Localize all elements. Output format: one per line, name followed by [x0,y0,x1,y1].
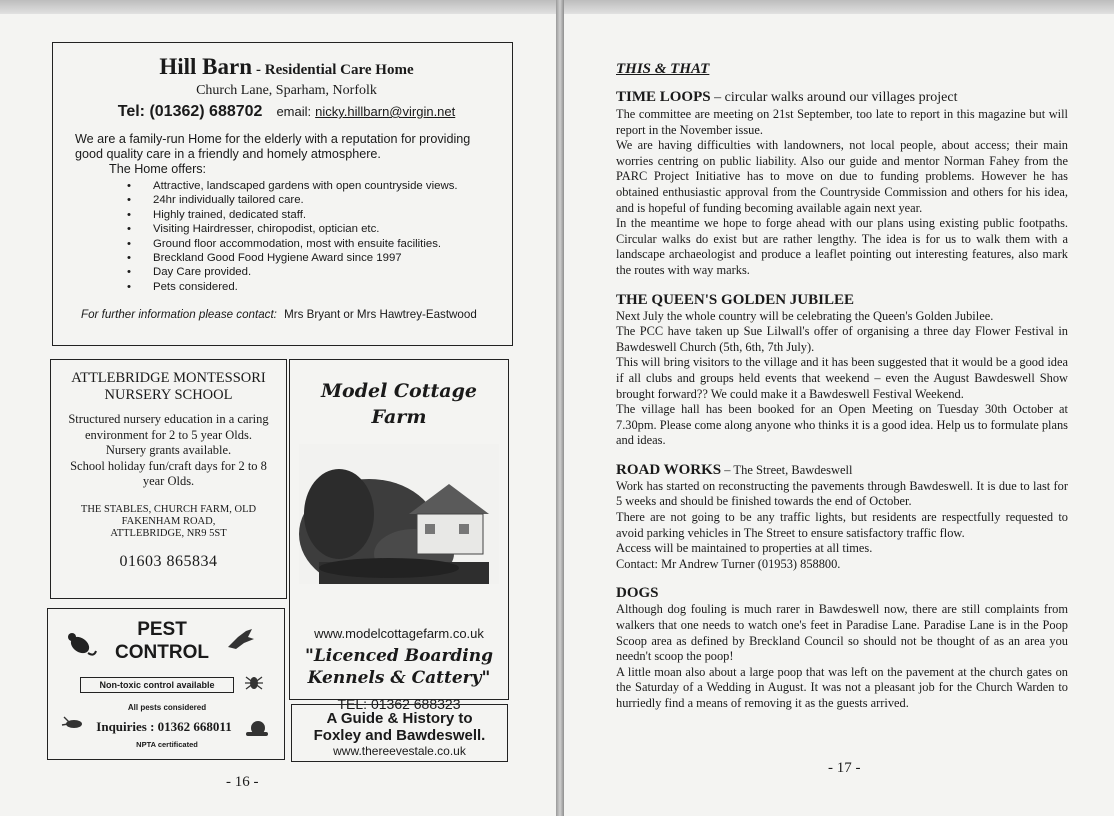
roadworks-title: ROAD WORKS [616,461,722,478]
contact-label: For further information please contact: [81,308,277,322]
guide-title-1: A Guide & History to [326,710,473,727]
hill-barn-ad [52,42,513,346]
list-item: • Ground floor accommodation, most with ensuite facilities. [153,237,498,251]
montessori-address-1: THE STABLES, CHURCH FARM, OLD [80,503,257,515]
farm-website[interactable]: www.modelcottagefarm.co.uk [314,626,484,641]
page-number-17: - 17 - [828,760,861,776]
pest-title-1: PEST [137,619,187,640]
dogs-p2: A little moan also about a large poop that was left on the pavement at the church gates on the Saturday of a Wedding in August. It was not a pleasant job for the Church Warden to hurriedly find a means of removing it as the guests arrived. [616,664,1068,710]
time-loops-p1: The committee are meeting on 21st September, too late to report in this magazine but will report in the November issue. [616,107,1068,137]
time-loops-heading [616,88,1068,107]
left-page [0,14,556,816]
montessori-grants: Nursery grants available. [105,443,232,457]
guide-ad [291,704,508,762]
farm-slogan-1: "Licenced Boarding [304,646,494,666]
farm-name: Model Cottage Farm [321,380,477,428]
farm-slogan-2: Kennels & Cattery" [307,668,491,688]
model-cottage-farm-ad [289,359,509,712]
page-number-16: - 16 - [226,774,259,790]
dogs-p1: Although dog fouling is much rarer in Bawdeswell now, there are still complaints from walkers that one needs to watch one's feet in Paradise Lane. Paradise Lane is in the Poop Scoop area as defined by Breckland Council so should not be thought of as an area you needn't scoop the poop! [616,602,1068,664]
pest-nontoxic-banner: Non-toxic control available [80,677,234,693]
pest-all-pests: All pests considered [127,703,207,712]
jubilee-p1: Next July the whole country will be celebrating the Queen's Golden Jubilee. [616,308,994,323]
montessori-title-1: ATTLEBRIDGE MONTESSORI [71,370,266,386]
insect-icon [244,673,264,693]
montessori-title-2: NURSERY SCHOOL [104,387,233,403]
list-item: • Attractive, landscaped gardens with open countryside views. [153,179,498,193]
section-title: THIS & THAT [616,61,710,77]
snail-icon [244,719,270,737]
pest-inquiries: Inquiries : 01362 668011 [96,719,232,734]
hill-barn-intro: We are a family-run Home for the elderly with a reputation for providing good quality care in a friendly and homely atmosphere. [75,132,471,161]
list-item: • Highly trained, dedicated staff. [153,208,498,222]
right-page [564,14,1114,816]
roadworks-p4: Contact: Mr Andrew Turner (01953) 858800. [616,556,841,571]
list-item: • Day Care provided. [153,265,498,279]
montessori-holiday: School holiday fun/craft days for 2 to 8 year Olds. [70,458,267,488]
contact-names: Mrs Bryant or Mrs Hawtrey-Eastwood [284,308,477,322]
pest-title-2: CONTROL [115,642,209,663]
hill-barn-address: Church Lane, Sparham, Norfolk [196,83,377,98]
roadworks-p1: Work has started on reconstructing the pavements through Bawdeswell. It is due to last for 5 weeks and should be finished towards the end of October. [616,478,1068,509]
list-item: • Breckland Good Food Hygiene Award since 1997 [153,251,498,265]
hill-barn-email-label: email: [276,104,312,119]
hill-barn-name: Hill Barn [159,54,253,79]
time-loops-p3: In the meantime we hope to forge ahead with our plans using existing public footpaths. Circular walks do exist but are rather lengthy. The idea is for us to walk them with a landscape archaeologist and produce a leaflet pointing out interesting features, also mark the routes with way marks. [616,216,1068,277]
montessori-address-3: ATTLEBRIDGE, NR9 5ST [110,527,227,539]
pest-npta: NPTA certificated [136,740,198,749]
book-gutter [556,0,564,816]
farm-cottage-photo [299,444,499,584]
farm-tel: TEL: 01362 688323 [337,696,461,712]
list-item: • Visiting Hairdresser, chiropodist, optician etc. [153,222,498,236]
montessori-address-2: FAKENHAM ROAD, [121,515,216,527]
hill-barn-email-link[interactable]: nicky.hillbarn@virgin.net [315,104,456,119]
right-page-content [616,60,1068,712]
jubilee-p3: This will bring visitors to the village and it has been suggested that it would be a good idea if all clubs and groups held events that weekend – even the August Bawdeswell Show brought forward?? We could make it a Bawdeswell Festival Weekend. [616,355,1068,401]
hill-barn-tel: Tel: (01362) 688702 [117,103,263,120]
hill-barn-subtitle: - Residential Care Home [256,62,414,78]
jubilee-heading: THE QUEEN'S GOLDEN JUBILEE [616,291,854,308]
hill-barn-offers-heading: The Home offers: [109,162,207,176]
list-item: • Pets considered. [153,280,498,294]
roadworks-p3: Access will be maintained to properties at all times. [616,541,873,556]
hill-barn-offers-list [75,179,498,294]
montessori-ad [50,359,287,599]
dogs-heading: DOGS [616,585,659,602]
montessori-description: Structured nursery education in a caring environment for 2 to 5 year Olds. [68,412,269,442]
bird-icon [226,627,256,653]
list-item: • 24hr individually tailored care. [153,193,498,207]
guide-title-2: Foxley and Bawdeswell. [313,727,486,744]
roadworks-subtitle: – The Street, Bawdeswell [721,462,853,477]
pest-control-ad [47,608,285,760]
jubilee-p4: The village hall has been booked for an Open Meeting on Tuesday 30th October at 7.30pm. Please come along anyone who thinks it is a good idea. Help us to formulate plans and ideas. [616,402,1068,448]
roadworks-heading [616,461,1068,479]
roadworks-p2: There are not going to be any traffic lights, but residents are respectfully requested to avoid parking vehicles in The Street to ensure satisfactory traffic flow. [616,510,1068,540]
time-loops-p2: We are having difficulties with landowners, not local people, about access; their main worries centring on public liability. Also our guide and mentor Norman Fahey from the PARC Project Initiative has to move on due to funding problems. However he has obtained enthusiastic approval from the Countryside Commission and others for his idea, and is hopeful of funding becoming available again next year. [616,138,1068,215]
time-loops-title: TIME LOOPS [616,89,711,105]
hill-barn-heading [75,55,498,82]
guide-website[interactable]: www.thereevestale.co.uk [333,744,466,758]
time-loops-subtitle: – circular walks around our villages project [710,90,958,105]
jubilee-p2: The PCC have taken up Sue Lilwall's offer of organising a three day Flower Festival in Bawdeswell Church (5th, 6th, 7th July). [616,324,1068,354]
hill-barn-contact-line [75,102,498,122]
montessori-phone: 01603 865834 [119,552,218,570]
hill-barn-further-info [75,308,498,321]
